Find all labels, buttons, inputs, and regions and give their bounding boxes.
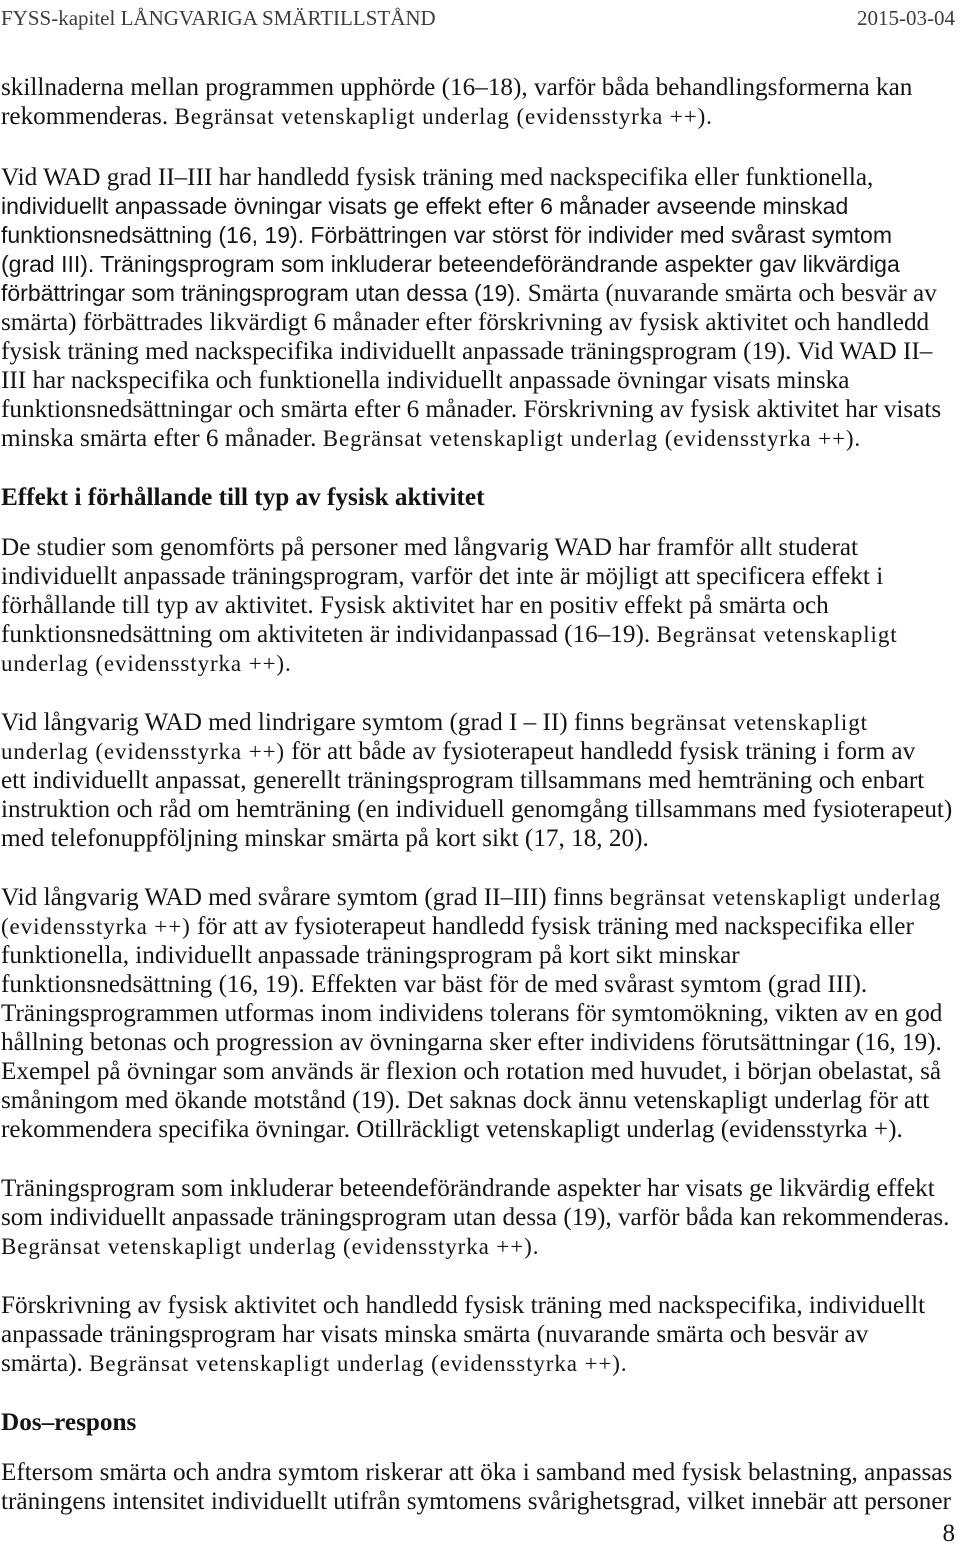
text-line: ett individuellt anpassat, generellt träningsprogram tillsammans med hemträning och enbart bbox=[1, 767, 925, 794]
paragraph bbox=[1, 1291, 958, 1378]
evidence-grading: underlag (evidensstyrka ++). bbox=[1, 651, 292, 676]
text-line: funktionella, individuellt anpassade träningsprogram på kort sikt minskar bbox=[1, 942, 740, 969]
text-line bbox=[1, 424, 958, 453]
text-line: Förskrivning av fysisk aktivitet och handledd fysisk träning med nackspecifika, individuellt bbox=[1, 1292, 926, 1319]
page-number: 8 bbox=[942, 1520, 955, 1547]
paragraph bbox=[1, 1458, 958, 1516]
evidence-grading: Begränsat vetenskapligt underlag (evidensstyrka ++). bbox=[89, 1351, 628, 1376]
text-line: med telefonuppföljning minskar smärta på kort sikt (17, 18, 20). bbox=[1, 825, 649, 852]
text-line bbox=[1, 102, 958, 131]
paragraph bbox=[1, 73, 958, 131]
text-line: hållning betonas och progression av övningarna sker efter individens förutsättningar (16, 19). bbox=[1, 1029, 942, 1056]
text-line: (grad III). Träningsprogram som inkluderar beteendeförändrande aspekter gav likvärdiga bbox=[1, 251, 900, 277]
text-segment: funktionsnedsättning om aktiviteten är individanpassad (16–19). bbox=[1, 621, 657, 648]
paragraph bbox=[1, 883, 958, 1144]
text-line: Eftersom smärta och andra symtom riskerar att öka i samband med fysisk belastning, anpassas bbox=[1, 1459, 953, 1486]
section-heading: Dos–respons bbox=[1, 1409, 137, 1436]
text-segment: Smärta (nuvarande smärta och besvär av bbox=[527, 280, 937, 307]
running-header bbox=[1, 5, 955, 31]
text-line: småningom med ökande motstånd (19). Det saknas dock ännu vetenskapligt underlag för att bbox=[1, 1087, 930, 1114]
text-line: fysisk träning med nackspecifika individuellt anpassade träningsprogram (19). Vid WAD II– bbox=[1, 338, 933, 365]
text-line: Vid WAD grad II–III har handledd fysisk träning med nackspecifika eller funktionella, bbox=[1, 164, 874, 191]
text-line: rekommendera specifika övningar. Otillräckligt vetenskapligt underlag (evidensstyrka +). bbox=[1, 1116, 903, 1143]
text-segment: för att både av fysioterapeut handledd fysisk träning i form av bbox=[285, 738, 916, 765]
evidence-grading: Begränsat vetenskapligt underlag (evidensstyrka ++). bbox=[174, 104, 713, 129]
evidence-grading: Begränsat vetenskapligt underlag (evidensstyrka ++). bbox=[1, 1234, 540, 1259]
text-segment: rekommenderas. bbox=[1, 103, 175, 130]
text-line: funktionsnedsättning (16, 19). Effekten var bäst för de med svårast symtom (grad III). bbox=[1, 971, 868, 998]
text-line: förhållande till typ av aktivitet. Fysisk aktivitet har en positiv effekt på smärta och bbox=[1, 592, 829, 619]
text-line: funktionsnedsättningar och smärta efter 6 månader. Förskrivning av fysisk aktivitet har visats bbox=[1, 396, 942, 423]
text-line: träningens intensitet individuellt utifrån symtomens svårighetsgrad, vilket innebär att personer bbox=[1, 1488, 951, 1515]
text-segment: smärta). bbox=[1, 1350, 90, 1377]
paragraph bbox=[1, 1174, 958, 1261]
text-line: individuellt anpassade övningar visats ge effekt efter 6 månader avseende minskad bbox=[1, 193, 849, 219]
evidence-grading: underlag (evidensstyrka ++) bbox=[1, 739, 285, 764]
evidence-grading: (evidensstyrka ++) bbox=[1, 914, 191, 939]
text-line bbox=[1, 883, 958, 912]
text-line: individuellt anpassade träningsprogram, varför det inte är möjligt att specificera effekt i bbox=[1, 563, 884, 590]
paragraph bbox=[1, 708, 958, 853]
text-segment: Vid långvarig WAD med lindrigare symtom (grad I – II) finns bbox=[1, 709, 631, 736]
evidence-grading: Begränsat vetenskapligt bbox=[656, 622, 898, 647]
text-line bbox=[1, 708, 958, 737]
text-line bbox=[1, 1349, 958, 1378]
text-line bbox=[1, 620, 958, 649]
text-segment: för att av fysioterapeut handledd fysisk träning med nackspecifika eller bbox=[190, 913, 914, 940]
text-line: skillnaderna mellan programmen upphörde (16–18), varför båda behandlingsformerna kan bbox=[1, 74, 913, 101]
text-line: anpassade träningsprogram har visats minska smärta (nuvarande smärta och besvär av bbox=[1, 1321, 869, 1348]
text-line: funktionsnedsättning (16, 19). Förbättringen var störst för individer med svårast symtom bbox=[1, 222, 893, 248]
text-segment: minska smärta efter 6 månader. bbox=[1, 425, 323, 452]
text-line bbox=[1, 912, 958, 941]
evidence-grading: begränsat vetenskapligt bbox=[630, 710, 868, 735]
text-line bbox=[1, 279, 958, 308]
text-line: Träningsprogrammen utformas inom individens tolerans för symtomökning, vikten av en god bbox=[1, 1000, 943, 1027]
text-line: De studier som genomförts på personer med långvarig WAD har framför allt studerat bbox=[1, 534, 859, 561]
text-line: Exempel på övningar som används är flexion och rotation med huvudet, i början obelastat, så bbox=[1, 1058, 942, 1085]
text-line: III har nackspecifika och funktionella individuellt anpassade övningar visats minska bbox=[1, 367, 850, 394]
chapter-title: FYSS-kapitel LÅNGVARIGA SMÄRTILLSTÅND bbox=[1, 6, 436, 30]
text-line bbox=[1, 737, 958, 766]
document-date: 2015-03-04 bbox=[857, 6, 955, 30]
text-line: instruktion och råd om hemträning (en individuell genomgång tillsammans med fysioterapeut) bbox=[1, 796, 953, 823]
text-line: Träningsprogram som inkluderar beteendeförändrande aspekter har visats ge likvärdig effekt bbox=[1, 1175, 935, 1202]
text-segment: förbättringar som träningsprogram utan dessa (19). bbox=[1, 280, 528, 306]
text-line: smärta) förbättrades likvärdigt 6 månader efter förskrivning av fysisk aktivitet och handledd bbox=[1, 309, 930, 336]
paragraph bbox=[1, 163, 958, 453]
text-segment: Vid långvarig WAD med svårare symtom (grad II–III) finns bbox=[1, 884, 610, 911]
document-body bbox=[1, 73, 958, 1546]
section-heading: Effekt i förhållande till typ av fysisk aktivitet bbox=[1, 484, 485, 511]
evidence-grading: Begränsat vetenskapligt underlag (evidensstyrka ++). bbox=[322, 426, 862, 451]
text-line: som individuellt anpassade träningsprogram utan dessa (19), varför båda kan rekommenderas. bbox=[1, 1204, 950, 1231]
evidence-grading: begränsat vetenskapligt underlag bbox=[609, 885, 942, 910]
paragraph bbox=[1, 533, 958, 678]
